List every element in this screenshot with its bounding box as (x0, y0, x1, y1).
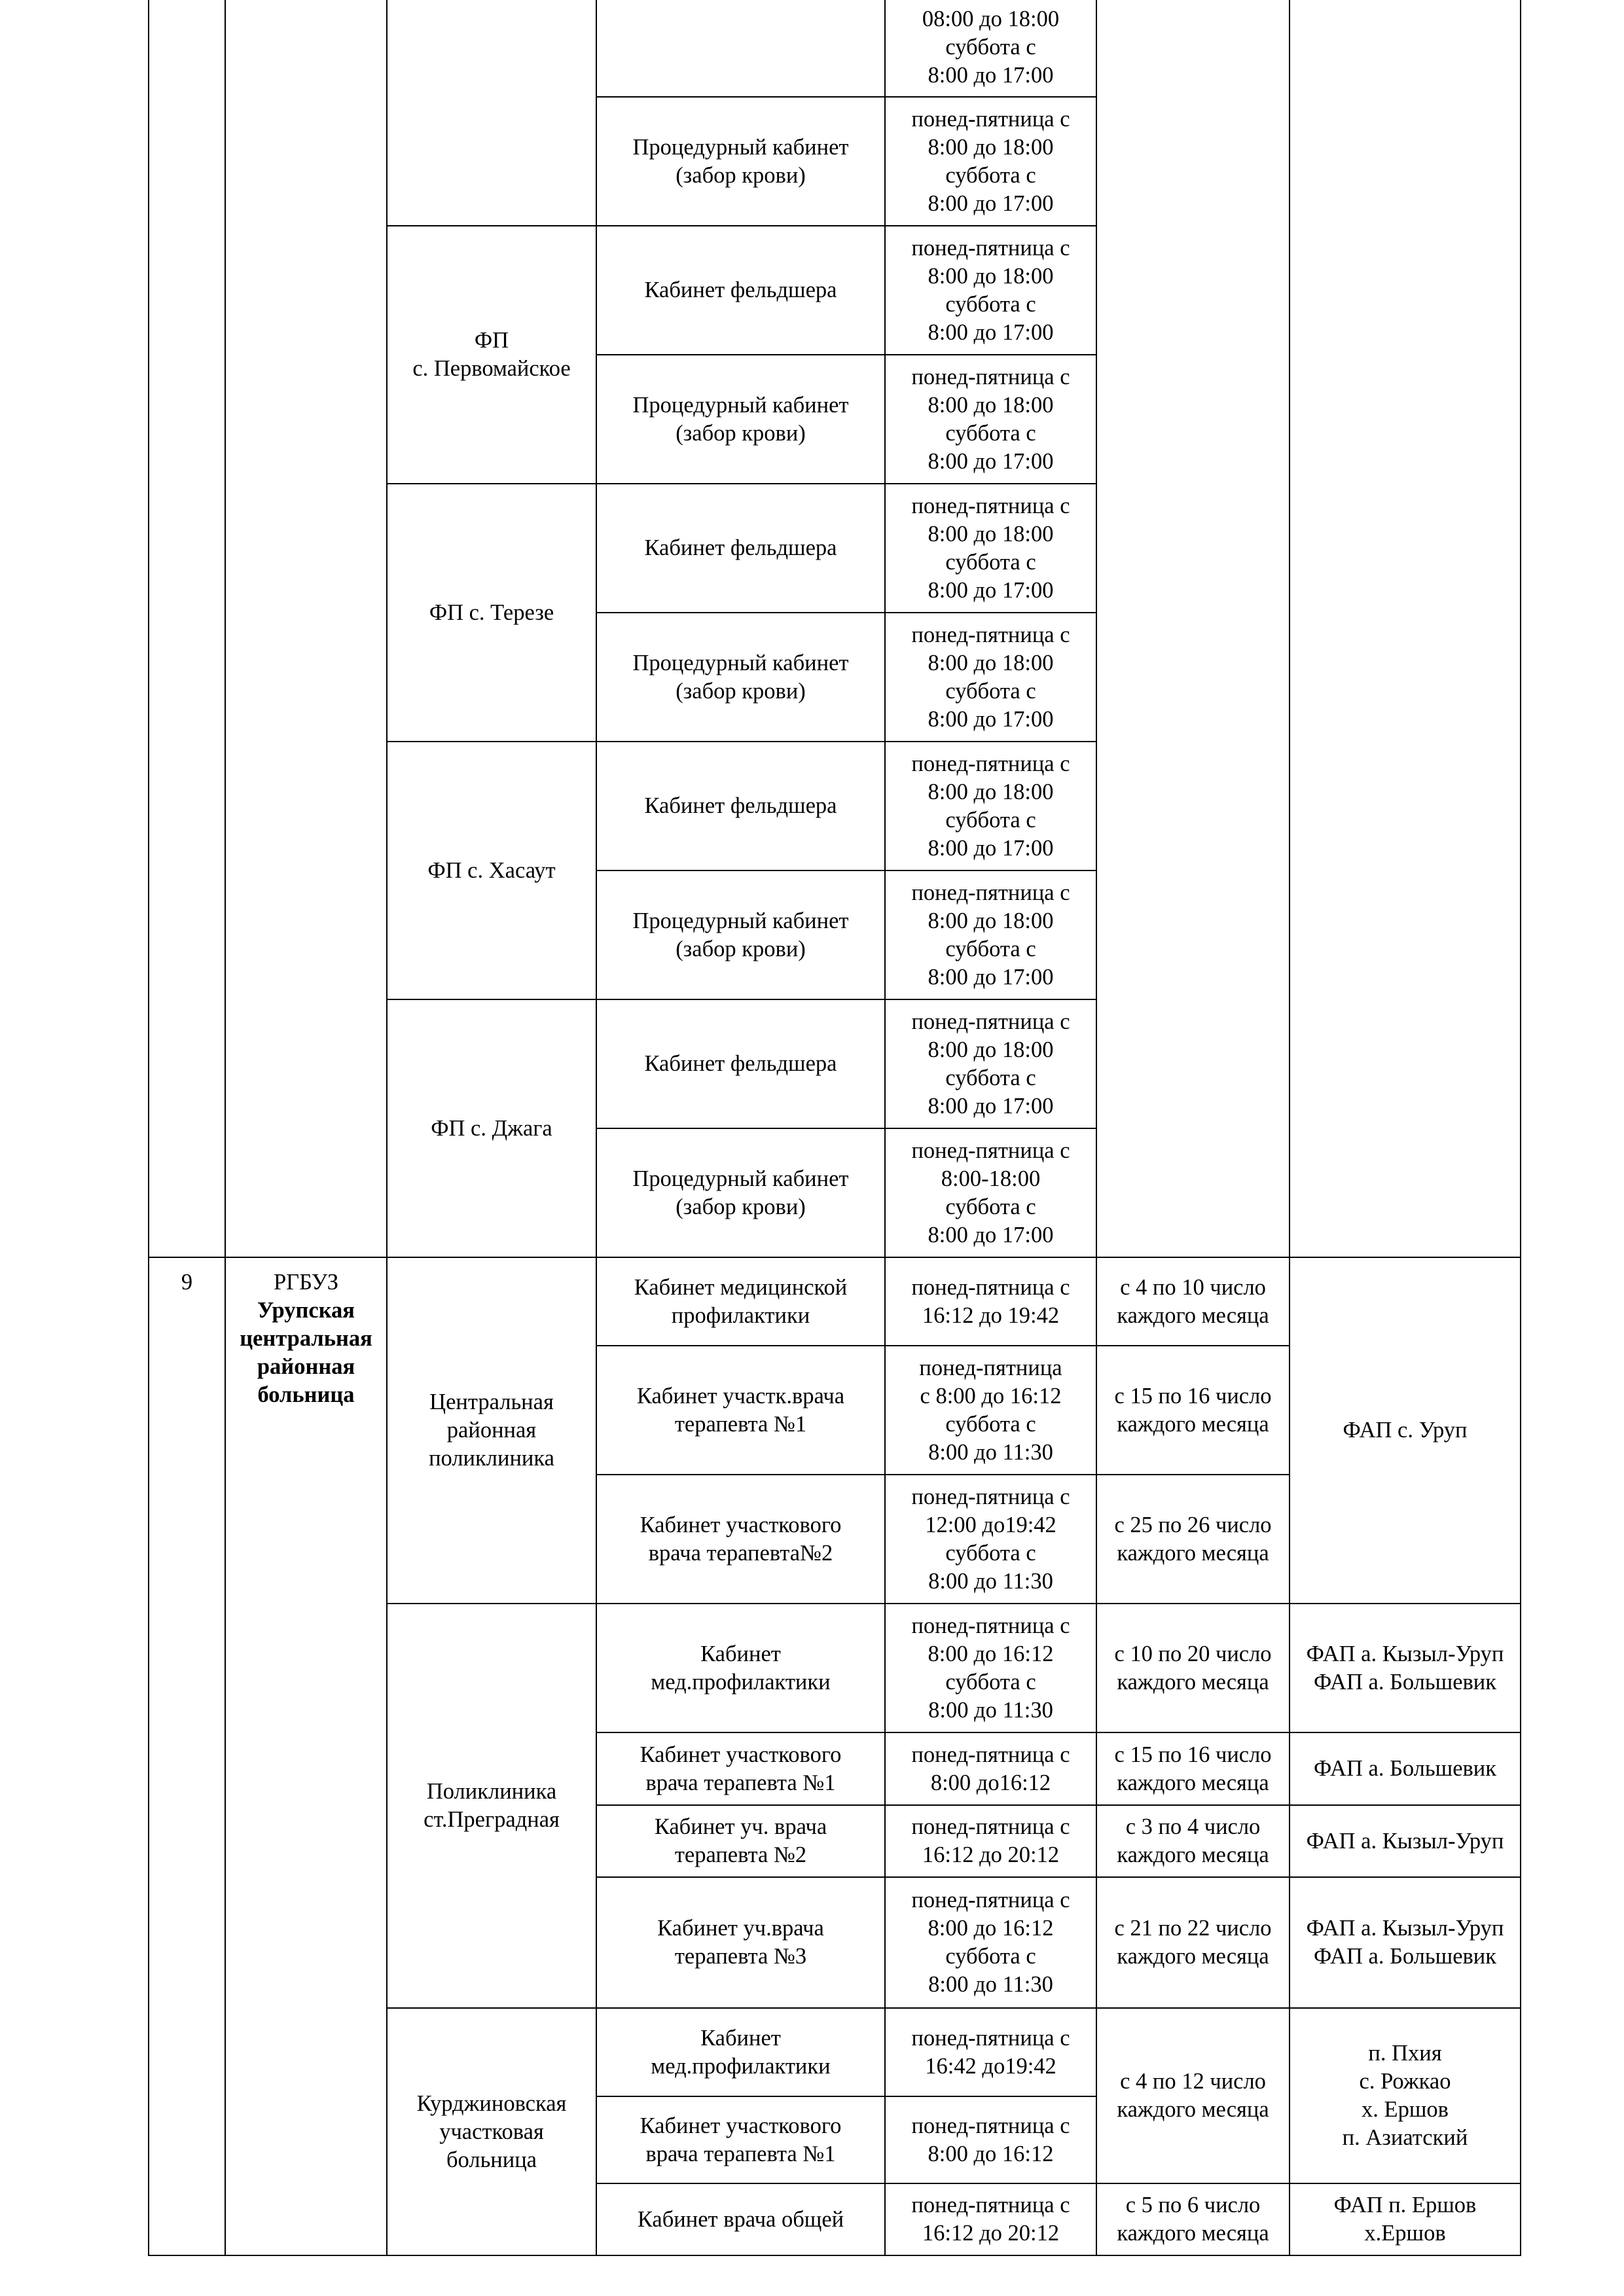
hours-cell: понед-пятница с 16:42 до19:42 (885, 2008, 1096, 2096)
org-name: Урупская центральная районная больница (240, 1298, 372, 1407)
dates-cell: с 5 по 6 число каждого месяца (1096, 2183, 1290, 2255)
room-cell: Кабинет медицинской профилактики (596, 1257, 885, 1346)
room-cell: Кабинет уч.врача терапевта №3 (596, 1877, 885, 2008)
room-cell: Процедурный кабинет (забор крови) (596, 97, 885, 226)
unit-cell: ФП с. Первомайское (387, 226, 596, 484)
room-cell: Процедурный кабинет (забор крови) (596, 613, 885, 742)
dates-cell-empty (1096, 0, 1290, 1257)
hours-cell: понед-пятница с 8:00 до 18:00 суббота с 8:00 до 17:00 (885, 742, 1096, 870)
org-cell (225, 1257, 387, 2255)
room-cell: Кабинет участкового врача терапевта №1 (596, 2096, 885, 2183)
hours-cell: понед-пятница с 8:00 до 16:12 суббота с 8:00 до 11:30 (885, 1346, 1096, 1475)
schedule-table (148, 0, 1521, 2256)
dates-cell: с 15 по 16 число каждого месяца (1096, 1346, 1290, 1475)
dates-cell: с 4 по 12 число каждого месяца (1096, 2008, 1290, 2183)
fap-cell: ФАП а. Большевик (1290, 1732, 1521, 1805)
hours-cell: понед-пятница с 8:00 до 18:00 суббота с 8:00 до 17:00 (885, 613, 1096, 742)
hours-cell: понед-пятница с 16:12 до 20:12 (885, 2183, 1096, 2255)
hours-cell: понед-пятница с 12:00 до19:42 суббота с 8:00 до 11:30 (885, 1475, 1096, 1604)
room-cell: Процедурный кабинет (забор крови) (596, 1128, 885, 1257)
org-prefix: РГБУЗ (274, 1270, 338, 1295)
unit-cell: Поликлиника ст.Преградная (387, 1604, 596, 2008)
dates-cell: с 25 по 26 число каждого месяца (1096, 1475, 1290, 1604)
dates-cell: с 10 по 20 число каждого месяца (1096, 1604, 1290, 1732)
fap-cell: ФАП п. Ершов х.Ершов (1290, 2183, 1521, 2255)
hours-cell: понед-пятница с 8:00 до 16:12 суббота с 8:00 до 11:30 (885, 1877, 1096, 2008)
fap-cell: п. Пхия с. Рожкао х. Ершов п. Азиатский (1290, 2008, 1521, 2183)
unit-cell: ФП с. Хасаут (387, 742, 596, 999)
fap-cell: ФАП а. Кызыл-Уруп ФАП а. Большевик (1290, 1604, 1521, 1732)
hours-cell: понед-пятница с 8:00 до 18:00 суббота с 8:00 до 17:00 (885, 97, 1096, 226)
unit-cell: Курджиновская участковая больница (387, 2008, 596, 2255)
hours-cell: понед-пятница с 16:12 до 20:12 (885, 1805, 1096, 1877)
dates-cell: с 21 по 22 число каждого месяца (1096, 1877, 1290, 2008)
fap-cell: ФАП а. Кызыл-Уруп ФАП а. Большевик (1290, 1877, 1521, 2008)
room-cell: Кабинет участкового врача терапевта №1 (596, 1732, 885, 1805)
hours-cell: понед-пятница с 8:00 до 18:00 суббота с 8:00 до 17:00 (885, 870, 1096, 999)
number-cell-empty (149, 0, 225, 1257)
room-cell (596, 0, 885, 97)
room-cell: Кабинет участкового врача терапевта№2 (596, 1475, 885, 1604)
room-cell: Кабинет фельдшера (596, 484, 885, 613)
fap-cell-empty (1290, 0, 1521, 1257)
unit-cell: ФП с. Терезе (387, 484, 596, 742)
dates-cell: с 15 по 16 число каждого месяца (1096, 1732, 1290, 1805)
org-cell-empty (225, 0, 387, 1257)
hours-cell: понед-пятница с 16:12 до 19:42 (885, 1257, 1096, 1346)
hours-cell: понед-пятница с 8:00 до 18:00 суббота с 8:00 до 17:00 (885, 355, 1096, 484)
dates-cell: с 3 по 4 число каждого месяца (1096, 1805, 1290, 1877)
room-cell: Процедурный кабинет (забор крови) (596, 355, 885, 484)
fap-cell: ФАП а. Кызыл-Уруп (1290, 1805, 1521, 1877)
unit-cell: Центральная районная поликлиника (387, 1257, 596, 1604)
hours-cell: понед-пятница с 8:00 до 18:00 суббота с 8:00 до 17:00 (885, 999, 1096, 1128)
dates-cell: с 4 по 10 число каждого месяца (1096, 1257, 1290, 1346)
fap-cell: ФАП с. Уруп (1290, 1257, 1521, 1604)
unit-cell: ФП с. Джага (387, 999, 596, 1257)
room-cell: Кабинет мед.профилактики (596, 2008, 885, 2096)
hours-cell: понед-пятница с 8:00 до 16:12 (885, 2096, 1096, 2183)
room-cell: Кабинет фельдшера (596, 999, 885, 1128)
hours-cell: понед-пятница с 8:00 до16:12 (885, 1732, 1096, 1805)
table-row (149, 1257, 1521, 1346)
hours-cell: 08:00 до 18:00 суббота с 8:00 до 17:00 (885, 0, 1096, 97)
room-cell: Процедурный кабинет (забор крови) (596, 870, 885, 999)
table-row (149, 0, 1521, 97)
room-cell: Кабинет мед.профилактики (596, 1604, 885, 1732)
room-cell: Кабинет фельдшера (596, 226, 885, 355)
room-cell: Кабинет участк.врача терапевта №1 (596, 1346, 885, 1475)
hours-cell: понед-пятница с 8:00 до 18:00 суббота с 8:00 до 17:00 (885, 226, 1096, 355)
room-cell: Кабинет фельдшера (596, 742, 885, 870)
section-number: 9 (149, 1257, 225, 2255)
room-cell: Кабинет врача общей (596, 2183, 885, 2255)
hours-cell: понед-пятница с 8:00 до 16:12 суббота с 8:00 до 11:30 (885, 1604, 1096, 1732)
room-cell: Кабинет уч. врача терапевта №2 (596, 1805, 885, 1877)
hours-cell: понед-пятница с 8:00-18:00 суббота с 8:00 до 17:00 (885, 1128, 1096, 1257)
unit-cell-empty (387, 0, 596, 226)
hours-cell: понед-пятница с 8:00 до 18:00 суббота с 8:00 до 17:00 (885, 484, 1096, 613)
